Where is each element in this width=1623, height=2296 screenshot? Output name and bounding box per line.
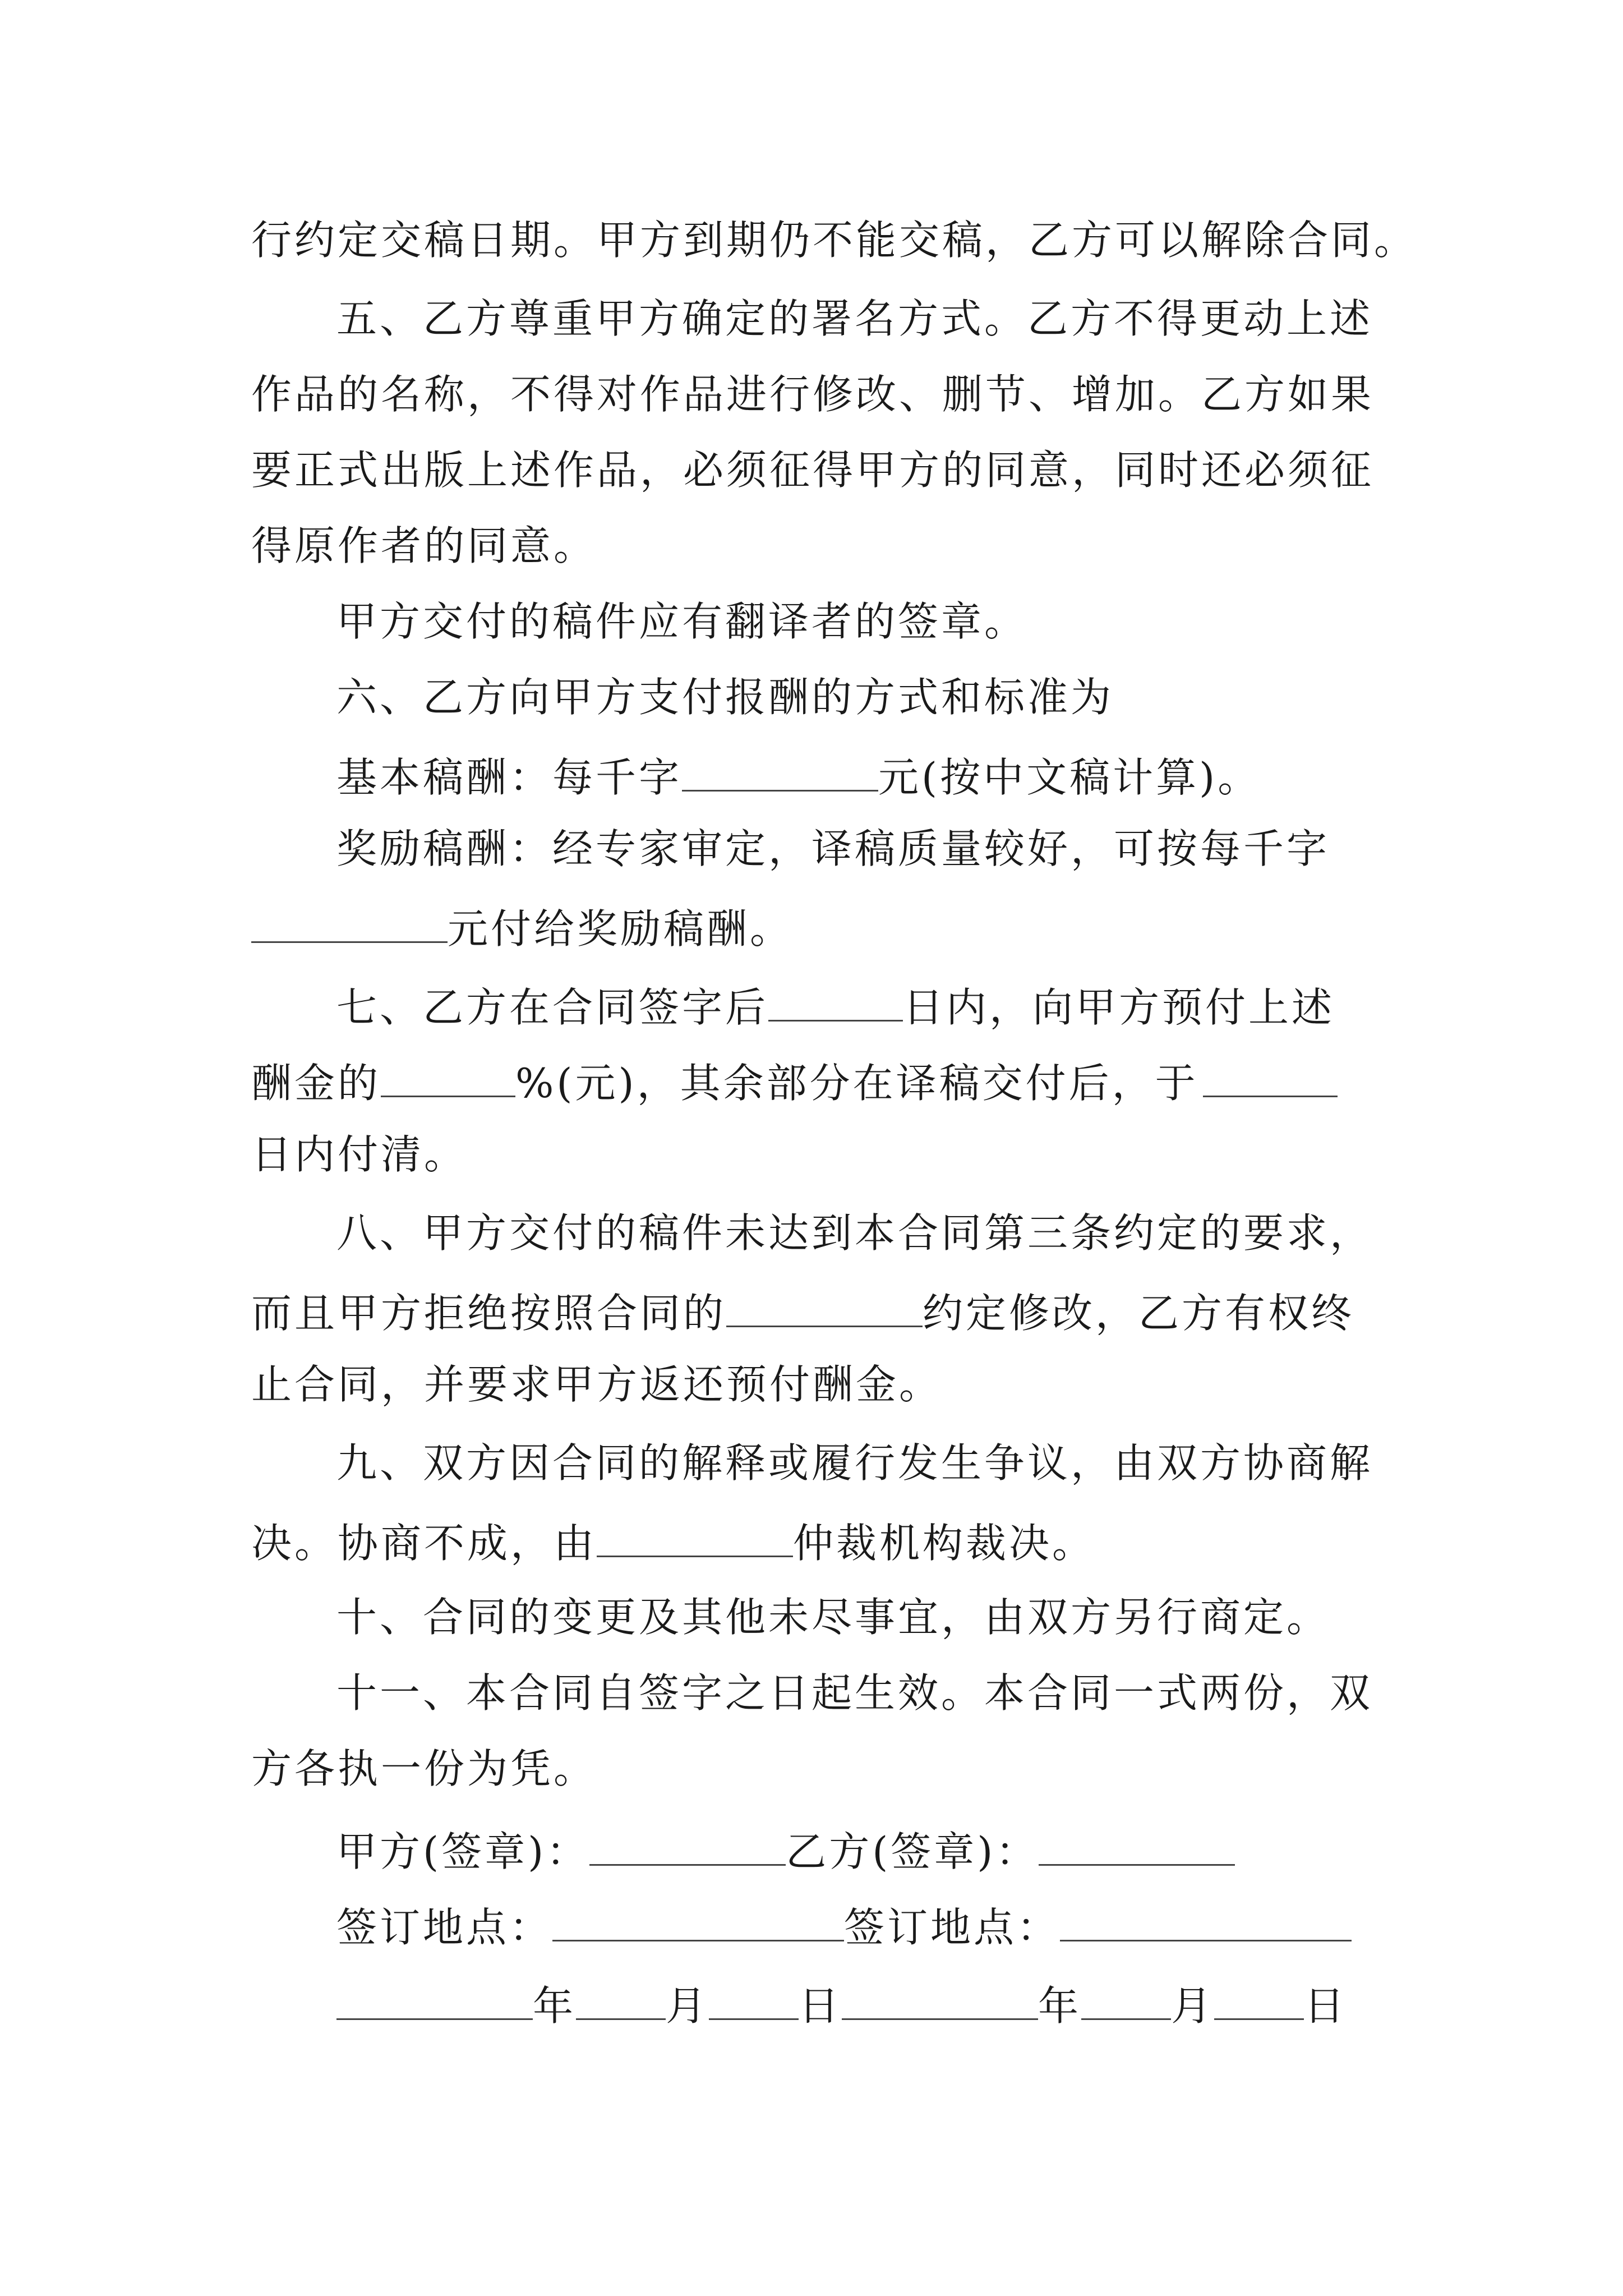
year-a-blank[interactable] bbox=[336, 1981, 533, 2020]
text-line: 甲方交付的稿件应有翻译者的签章。 bbox=[336, 598, 1028, 645]
text-line: 得原作者的同意。 bbox=[251, 522, 597, 569]
day-a-label: 日 bbox=[799, 1982, 842, 2030]
signature-line bbox=[336, 1827, 1235, 1876]
party-b-signature-blank[interactable] bbox=[1039, 1827, 1235, 1866]
basic-fee-unit: 元(按中文稿计算)。 bbox=[878, 754, 1261, 802]
clause-8: 八、甲方交付的稿件未达到本合同第三条约定的要求， bbox=[336, 1209, 1373, 1257]
clause-9-text-a: 决。协商不成，由 bbox=[251, 1520, 597, 1567]
year-b-label: 年 bbox=[1038, 1982, 1082, 2030]
place-label-b: 签订地点： bbox=[844, 1904, 1061, 1952]
bonus-fee-line-2 bbox=[251, 904, 794, 953]
place-b-blank[interactable] bbox=[1060, 1903, 1352, 1941]
clause-11: 十一、本合同自签字之日起生效。本合同一式两份，双 bbox=[336, 1669, 1373, 1717]
month-b-label: 月 bbox=[1171, 1982, 1215, 2030]
text-line: 作品的名称，不得对作品进行修改、删节、增加。乙方如果 bbox=[251, 371, 1375, 418]
text-line bbox=[251, 1289, 1355, 1337]
arbitration-blank[interactable] bbox=[597, 1519, 793, 1557]
clause-9-text-b: 仲裁机构裁决。 bbox=[793, 1520, 1096, 1567]
place-label-a: 签订地点： bbox=[336, 1904, 553, 1952]
day-b-blank[interactable] bbox=[1214, 1981, 1304, 2020]
contract-clause-blank[interactable] bbox=[726, 1289, 923, 1327]
clause-9: 九、双方因合同的解释或履行发生争议，由双方协商解 bbox=[336, 1439, 1373, 1487]
text-line: 止合同，并要求甲方返还预付酬金。 bbox=[251, 1361, 943, 1408]
prepay-percent-blank[interactable] bbox=[381, 1059, 515, 1097]
party-a-label: 甲方(签章)： bbox=[336, 1828, 590, 1876]
day-a-blank[interactable] bbox=[709, 1981, 799, 2020]
clause-7-text-b: 日内，向甲方预付上述 bbox=[903, 984, 1335, 1032]
month-b-blank[interactable] bbox=[1081, 1981, 1171, 2020]
party-b-label: 乙方(签章)： bbox=[786, 1828, 1039, 1876]
text-line bbox=[251, 1059, 1338, 1107]
text-line: 行约定交稿日期。甲方到期仍不能交稿，乙方可以解除合同。 bbox=[251, 217, 1418, 264]
bonus-fee-unit: 元付给奖励稿酬。 bbox=[448, 905, 794, 953]
clause-7-text-c: 酬金的 bbox=[251, 1060, 381, 1107]
remaining-days-blank[interactable] bbox=[1203, 1059, 1338, 1097]
bonus-fee-blank[interactable] bbox=[251, 904, 448, 943]
text-line bbox=[251, 1519, 1096, 1567]
basic-fee-line bbox=[336, 753, 1261, 802]
year-b-blank[interactable] bbox=[842, 1981, 1038, 2020]
clause-6: 六、乙方向甲方支付报酬的方式和标准为 bbox=[336, 674, 1114, 721]
basic-fee-blank[interactable] bbox=[682, 753, 878, 792]
clause-7-text-a: 七、乙方在合同签字后 bbox=[336, 984, 769, 1032]
clause-7 bbox=[336, 983, 1335, 1032]
year-a-label: 年 bbox=[533, 1982, 577, 2030]
month-a-blank[interactable] bbox=[576, 1981, 666, 2020]
text-line: 日内付清。 bbox=[251, 1131, 468, 1178]
place-a-blank[interactable] bbox=[552, 1903, 844, 1941]
clause-8-text-b: 约定修改，乙方有权终 bbox=[923, 1290, 1355, 1337]
bonus-fee-line: 奖励稿酬：经专家审定，译稿质量较好，可按每千字 bbox=[336, 825, 1330, 872]
party-a-signature-blank[interactable] bbox=[589, 1827, 786, 1866]
basic-fee-label: 基本稿酬：每千字 bbox=[336, 754, 683, 802]
clause-10: 十、合同的变更及其他未尽事宜，由双方另行商定。 bbox=[336, 1594, 1330, 1641]
clause-7-text-d: %(元)，其余部分在译稿交付后，于 bbox=[515, 1060, 1198, 1107]
date-line bbox=[336, 1981, 1348, 2030]
month-a-label: 月 bbox=[666, 1982, 709, 2030]
prepay-days-blank[interactable] bbox=[768, 983, 903, 1022]
day-b-label: 日 bbox=[1304, 1982, 1348, 2030]
clause-8-text-a: 而且甲方拒绝按照合同的 bbox=[251, 1290, 727, 1337]
clause-5: 五、乙方尊重甲方确定的署名方式。乙方不得更动上述 bbox=[336, 295, 1373, 342]
text-line: 要正式出版上述作品，必须征得甲方的同意，同时还必须征 bbox=[251, 447, 1375, 494]
place-line bbox=[336, 1903, 1352, 1952]
text-line: 方各执一份为凭。 bbox=[251, 1745, 597, 1792]
